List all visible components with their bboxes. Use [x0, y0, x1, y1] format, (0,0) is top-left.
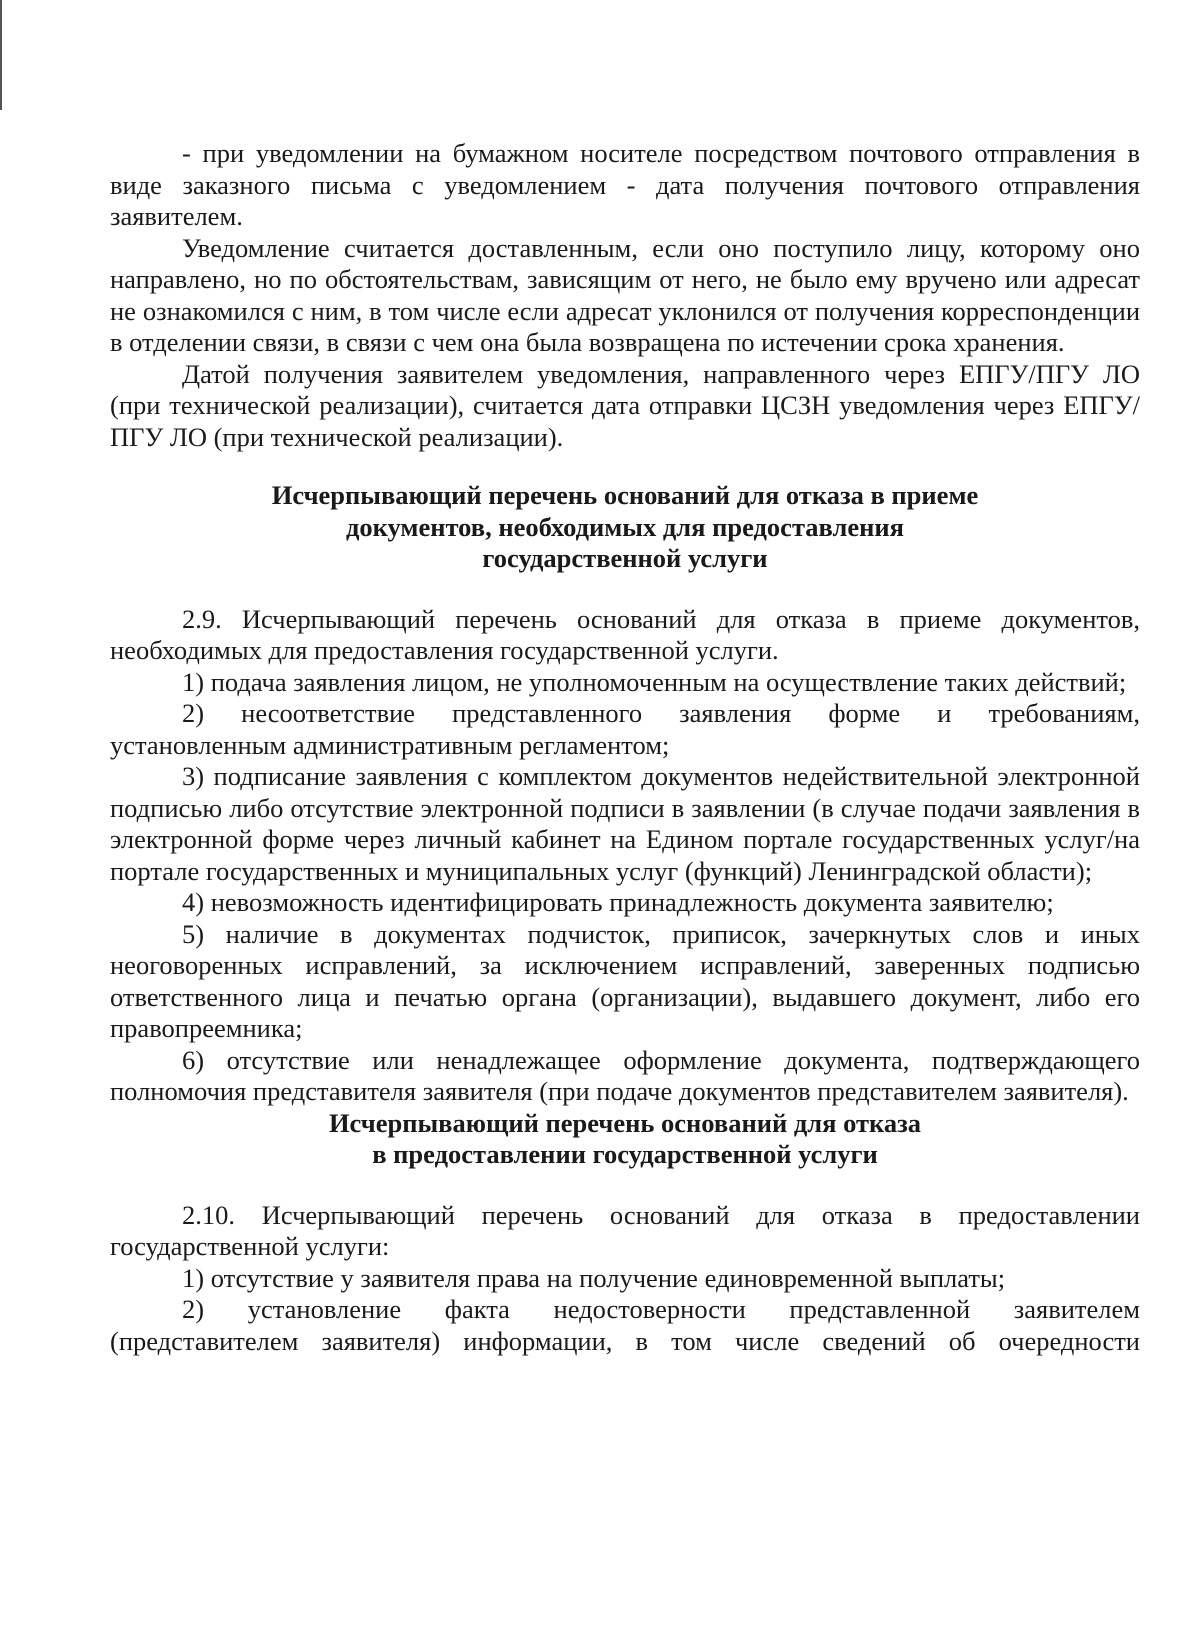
heading-line: государственной услуги [482, 543, 768, 573]
list-item-2-9-1: 1) подача заявления лицом, не уполномоченным на осуществление таких действий; [182, 666, 1127, 697]
paragraph-notice-date: Датой получения заявителем уведомления, направленного через ЕПГУ/ПГУ ЛО (при технической реализации), считается дата отправки ЦСЗН уведомления через ЕПГУ/ПГУ ЛО (при технической реализации). [110, 358, 1140, 452]
document-body [110, 138, 1140, 1357]
scan-edge-mark [0, 0, 2, 110]
paragraph-notice-paper: - при уведомлении на бумажном носителе посредством почтового отправления в виде заказного письма с уведомлением - дата получения почтового отправления заявителем. [110, 138, 1140, 231]
list-item-2-10-2: 2) установление факта недостоверности представленной заявителем (представителем заявителя) информации, в том числе сведений об очередности [110, 1294, 1140, 1356]
list-item-2-9-5: 5) наличие в документах подчисток, приписок, зачеркнутых слов и иных неоговоренных исправлений, за исключением исправлений, заверенных подписью ответственного лица и печатью органа (организации), выдавшего документ, либо его правопреемника; [110, 918, 1140, 1043]
list-item-2-9-4: 4) невозможность идентифицировать принадлежность документа заявителю; [182, 887, 1054, 917]
heading-line: в предоставлении государственной услуги [372, 1139, 878, 1169]
heading-line: Исчерпывающий перечень оснований для отказа в приеме [271, 480, 979, 510]
heading-refusal-service [110, 1108, 1140, 1171]
list-item-2-9-3: 3) подписание заявления с комплектом документов недействительной электронной подписью либо отсутствие электронной подписи в заявлении (в случае подачи заявления в электронной форме через личный кабинет на Едином портале государственных услуг/на портале государственных и муниципальных услуг (функций) Ленинградской области); [110, 761, 1140, 886]
paragraph-2-10: 2.10. Исчерпывающий перечень оснований для отказа в предоставлении государственной услуги: [110, 1199, 1140, 1261]
paragraph-2-9: 2.9. Исчерпывающий перечень оснований для отказа в приеме документов, необходимых для предоставления государственной услуги. [110, 603, 1140, 665]
list-item-2-9-6: 6) отсутствие или ненадлежащее оформление документа, подтверждающего полномочия представителя заявителя (при подаче документов представителем заявителя). [110, 1044, 1140, 1106]
heading-line: документов, необходимых для предоставления [345, 511, 904, 542]
list-item-2-10-1: 1) отсутствие у заявителя права на получение единовременной выплаты; [182, 1262, 1006, 1293]
heading-refusal-acceptance [110, 480, 1140, 575]
list-item-2-9-2: 2) несоответствие представленного заявления форме и требованиям, установленным административным регламентом; [110, 698, 1140, 760]
heading-line: Исчерпывающий перечень оснований для отказа [328, 1107, 922, 1138]
paragraph-notice-delivered: Уведомление считается доставленным, если оно поступило лицу, которому оно направлено, но по обстоятельствам, зависящим от него, не было ему вручено или адресат не ознакомился с ним, в том числе если адресат уклонился от получения корреспонденции в отделении связи, в связи с чем она была возвращена по истечении срока хранения. [110, 232, 1140, 357]
